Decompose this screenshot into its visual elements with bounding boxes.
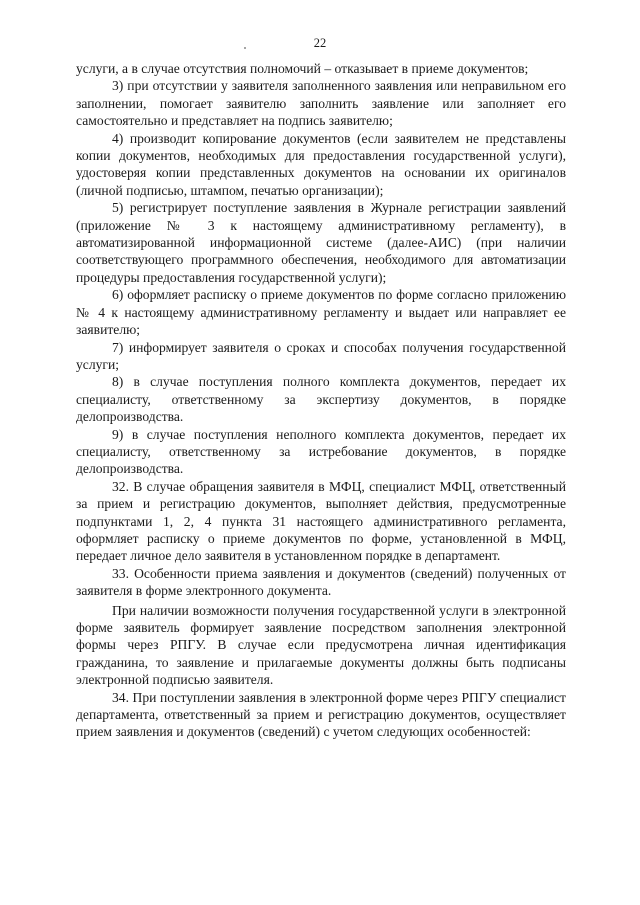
paragraph-item-9: 9) в случае поступления неполного комплекта документов, передает их специалисту, ответственному за истребование документов, в порядке делопроизводства.	[76, 426, 566, 477]
paragraph-item-7: 7) информирует заявителя о сроках и способах получения государственной услуги;	[76, 339, 566, 372]
page-number: 22	[313, 36, 327, 50]
paragraph-item-4: 4) производит копирование документов (если заявителем не представлены копии документов, необходимых для предоставления государственной услуги), удостоверяя копии представленных документов на основании их оригиналов (личной подписью, штампом, печатью организации);	[76, 130, 566, 198]
paragraph-clause-34: 34. При поступлении заявления в электронной форме через РПГУ специалист департамента, ответственный за прием и регистрацию документов, осуществляет прием заявления и документов (сведений) с учетом следующих особенностей:	[76, 689, 566, 740]
paragraph-electronic-form: При наличии возможности получения государственной услуги в электронной форме заявитель формирует заявление посредством заполнения электронной формы через РПГУ. В случае если предусмотрена личная идентификация гражданина, то заявление и прилагаемые документы должны быть подписаны электронной подписью заявителя.	[76, 602, 566, 688]
document-body	[76, 60, 566, 741]
paragraph-item-5: 5) регистрирует поступление заявления в Журнале регистрации заявлений (приложение № 3 к настоящему административному регламенту), в автоматизированной информационной системе (далее-АИС) (при наличии соответствующего программного обеспечения, необходимого для автоматизации процедуры предоставления государственной услуги);	[76, 200, 566, 285]
paragraph-item-6: 6) оформляет расписку о приеме документов по форме согласно приложению № 4 к настоящему административному регламенту и выдает или направляет ее заявителю;	[76, 287, 566, 338]
scan-speck	[244, 47, 246, 49]
paragraph-clause-32: 32. В случае обращения заявителя в МФЦ, специалист МФЦ, ответственный за прием и регистрацию документов, выполняет действия, предусмотренные подпунктами 1, 2, 4 пункта 31 настоящего административного регламента, оформляет расписку о приеме документов по форме, установленной в МФЦ, передает личное дело заявителя в установленном порядке в департамент.	[76, 478, 566, 564]
paragraph-continuation: услуги, а в случае отсутствия полномочий – отказывает в приеме документов;	[76, 61, 529, 76]
paragraph-clause-33: 33. Особенности приема заявления и документов (сведений) полученных от заявителя в форме электронного документа.	[76, 565, 566, 599]
paragraph-item-8: 8) в случае поступления полного комплекта документов, передает их специалисту, ответственному за экспертизу документов, в порядке делопроизводства.	[76, 374, 566, 425]
paragraph-item-3: 3) при отсутствии у заявителя заполненного заявления или неправильном его заполнении, помогает заявителю заполнить заявление или заполняет его самостоятельно и представляет на подпись заявителю;	[76, 78, 566, 129]
